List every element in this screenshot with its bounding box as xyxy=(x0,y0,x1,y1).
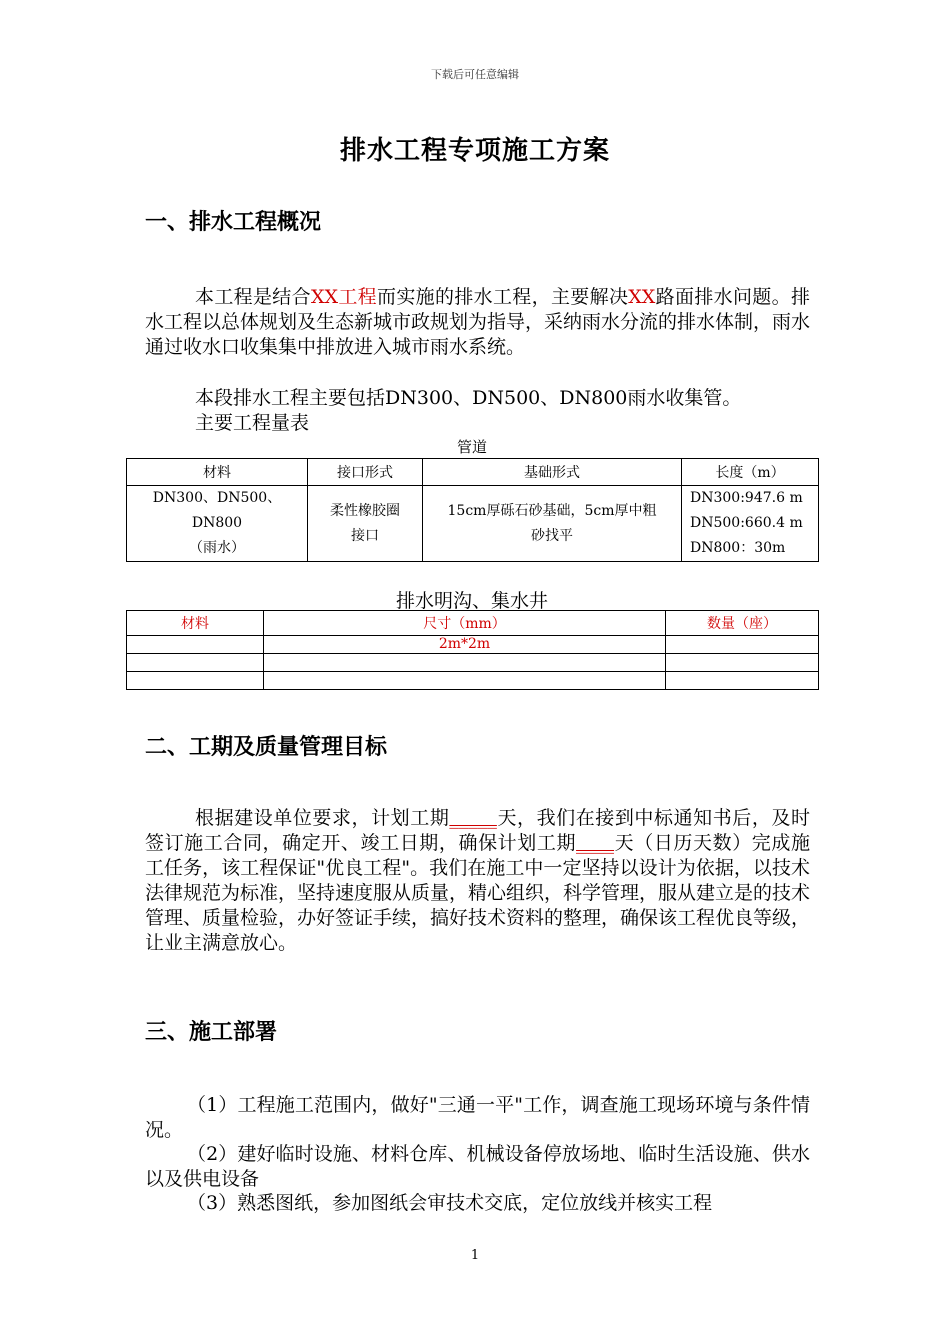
section1-paragraph1 xyxy=(145,285,810,360)
table-cell xyxy=(127,672,264,690)
duration-blank: ____ xyxy=(576,832,615,854)
table-header-cell: 接口形式 xyxy=(308,459,423,486)
table-cell xyxy=(127,654,264,672)
length-line: DN800：30m xyxy=(690,540,786,556)
table-cell xyxy=(127,636,264,654)
joint-line: 柔性橡胶圈 xyxy=(330,502,400,519)
table-header-cell: 材料 xyxy=(127,459,308,486)
section2-text-a: 根据建设单位要求，计划工期 xyxy=(195,807,450,829)
table-header-cell: 数量（座） xyxy=(666,611,819,636)
table2-caption: 排水明沟、集水井 xyxy=(395,590,548,612)
ditch-well-table xyxy=(126,610,819,690)
table-cell xyxy=(666,654,819,672)
section2-paragraph xyxy=(145,806,810,956)
table1-caption: 管道 xyxy=(456,438,487,456)
section1-para1-red-project: XX工程 xyxy=(310,286,378,308)
section1-para1-red-road: XX xyxy=(628,286,656,308)
table-header-cell: 尺寸（mm） xyxy=(264,611,666,636)
section1-para1-text-b: 而实施的排水工程，主要解决 xyxy=(377,286,629,308)
table-cell xyxy=(666,672,819,690)
duration-blank: _____ xyxy=(449,807,497,829)
material-line: DN300、DN500、DN800 xyxy=(152,490,282,531)
section3-item3: （3）熟悉图纸，参加图纸会审技术交底，定位放线并核实工程 xyxy=(187,1192,713,1214)
section2-heading: 二、工期及质量管理目标 xyxy=(145,735,388,760)
length-line: DN300:947.6 m xyxy=(690,490,803,506)
section1-para1-text-c: 路面排水问题。排水工程以总体规划及生态新城市政规划为指导，采纳雨水分流的排水体制，雨水通过收水口收集集中排放进入城市雨水系统。 xyxy=(145,286,811,358)
section1-paragraph3: 主要工程量表 xyxy=(195,412,310,434)
table-row xyxy=(127,654,819,672)
section2-text-b: 天，我们在接到中标通知书后，及时签订施工合同，确定开、竣工日期，确保计划工期 xyxy=(145,807,810,854)
material-line: （雨水） xyxy=(189,540,245,556)
table-row xyxy=(127,636,819,654)
section3-item2: （2）建好临时设施、材料仓库、机械设备停放场地、临时生活设施、供水以及供电设备 xyxy=(145,1143,810,1190)
base-line: 15cm厚砾石砂基础，5cm厚中粗 xyxy=(447,502,657,519)
section2-text-c: 天（日历天数）完成施工任务，该工程保证"优良工程"。我们在施工中一定坚持以设计为依据，以技术法律规范为标准，坚持速度服从质量，精心组织，科学管理，服从建立是的技术管理、质量检验，办好签证手续，搞好技术资料的整理，确保该工程优良等级，让业主满意放心。 xyxy=(145,832,811,954)
section3-item1: （1）工程施工范围内，做好"三通一平"工作，调查施工现场环境与条件情况。 xyxy=(145,1094,810,1141)
table-cell-base xyxy=(423,486,682,562)
section1-paragraph2: 本段排水工程主要包括DN300、DN500、DN800雨水收集管。 xyxy=(195,387,742,409)
document-title: 排水工程专项施工方案 xyxy=(339,136,610,166)
page-number: 1 xyxy=(470,1248,480,1263)
table-cell-length xyxy=(682,486,819,562)
table-cell-material xyxy=(127,486,308,562)
table-cell-joint xyxy=(308,486,423,562)
table-row xyxy=(127,672,819,690)
table-header-cell: 材料 xyxy=(127,611,264,636)
table-cell xyxy=(264,654,666,672)
table-header-cell: 基础形式 xyxy=(423,459,682,486)
table-cell xyxy=(264,672,666,690)
joint-line: 接口 xyxy=(351,527,379,544)
header-note: 下载后可任意编辑 xyxy=(431,68,519,81)
pipe-table xyxy=(126,458,819,562)
length-line: DN500:660.4 m xyxy=(690,515,803,531)
table-row xyxy=(127,486,819,562)
table-header-row xyxy=(127,459,819,486)
table-cell xyxy=(666,636,819,654)
section1-para1-text-a: 本工程是结合 xyxy=(195,286,311,308)
table-header-cell: 长度（m） xyxy=(682,459,819,486)
table-cell-size: 2m*2m xyxy=(264,636,666,654)
section3-heading: 三、施工部署 xyxy=(145,1020,278,1045)
section1-heading: 一、排水工程概况 xyxy=(145,210,322,235)
table-header-row xyxy=(127,611,819,636)
base-line: 砂找平 xyxy=(531,527,573,544)
